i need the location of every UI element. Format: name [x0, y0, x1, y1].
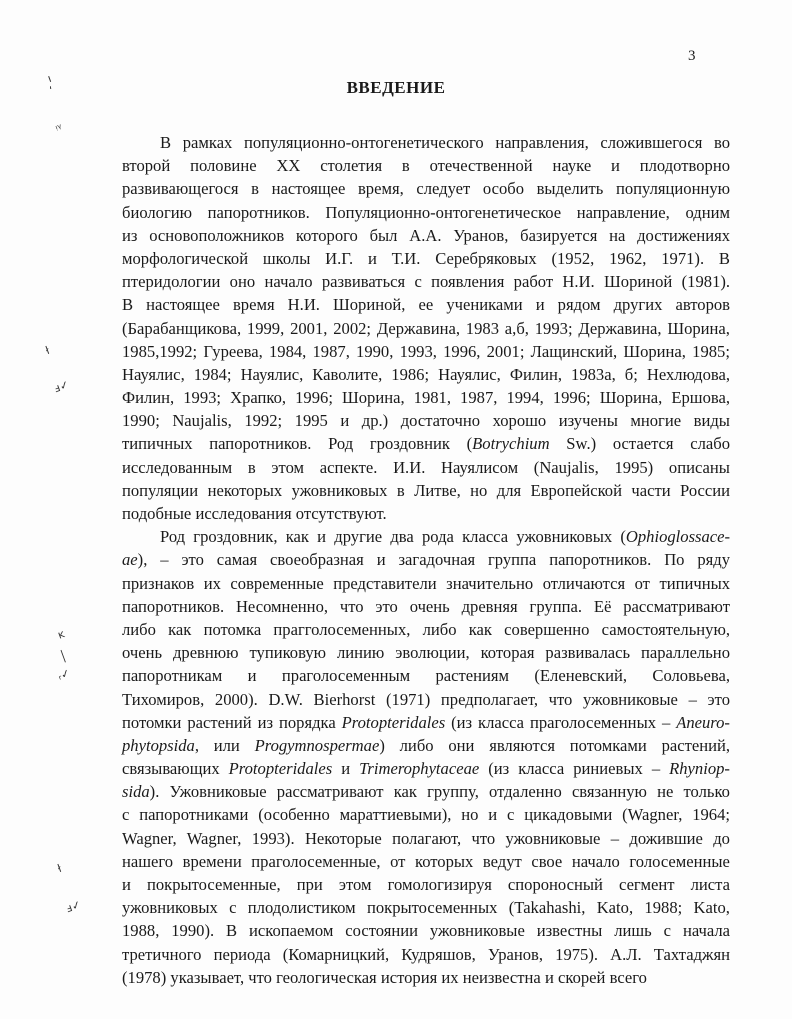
text-line: 1988, 1990). В ископаемом состоянии ужовниковые известны лишь с начала	[122, 921, 731, 941]
text-line: sida). Ужовниковые рассматривают как группу, отдаленно связанную не только	[122, 782, 730, 802]
text-line: 1990; Naujalis, 1992; 1995 и др.) достаточно хорошо изучены многие виды	[122, 411, 730, 431]
text-line: исследованным в этом аспекте. И.И. Науялисом (Naujalis, 1995) описаны	[122, 457, 730, 477]
text-line: phytopsida, или Progymnospermae) либо они являются потомками растений,	[122, 735, 731, 755]
text-line: второй половине XX столетия в отечественной науке и плодотворно	[122, 156, 730, 176]
text-line: либо как потомка прагголосеменных, либо как совершенно самостоятельную,	[122, 619, 730, 639]
text-line: Науялис, 1984; Науялис, Каволите, 1986; Науялис, Филин, 1983а, б; Нехлюдова,	[122, 364, 730, 384]
text-line: Филин, 1993; Храпко, 1996; Шорина, 1981, 1987, 1994, 1996; Шорина, Ершова,	[122, 388, 731, 408]
margin-pencil-mark: ʻ	[47, 83, 56, 98]
margin-pencil-mark: ł	[43, 343, 52, 358]
page-number: 3	[688, 48, 696, 64]
text-line: В настоящее время Н.И. Шориной, ее учениками и рядом других авторов	[122, 295, 730, 315]
margin-pencil-mark: ı	[45, 71, 54, 86]
paragraph-container	[122, 131, 730, 989]
text-line: потомки растений из порядка Protopteridales (из класса праголосеменных – Aneuro-	[122, 712, 730, 732]
text-line: Тихомиров, 2000). D.W. Bierhorst (1971) предполагает, что ужовниковые – это	[122, 689, 730, 709]
text-line: 1985,1992; Гуреева, 1984, 1987, 1990, 1993, 1996, 2001; Лащинский, Шорина, 1985;	[122, 341, 730, 361]
text-line: подобные исследования отсутствуют.	[122, 504, 387, 523]
text-line: папоротников. Несомненно, что это очень древняя группа. Её рассматривают	[122, 596, 730, 616]
text-line: нашего времени праголосеменные, от которых ведут свое начало голосеменные	[122, 851, 730, 871]
text-line: третичного периода (Комарницкий, Кудряшов, Уранов, 1975). А.Л. Тахтаджян	[122, 944, 731, 964]
margin-pencil-mark: ĸ	[55, 627, 67, 642]
text-line: связывающих Protopteridales и Trimerophytaceae (из класса риниевых – Rhyniop-	[122, 759, 730, 779]
margin-pencil-mark: ᵎᵞ	[53, 121, 65, 136]
text-line: ужовниковых с плодолистиком покрытосеменных (Takahashi, Kato, 1988; Kato,	[122, 898, 730, 918]
margin-pencil-mark: ł	[55, 861, 64, 876]
text-line: типичных папоротников. Род гроздовник (Botrychium Sw.) остается слабо	[122, 434, 731, 454]
text-line: биологию папоротников. Популяционно-онтогенетическое направление, одним	[122, 202, 730, 222]
text-line: (Барабанщикова, 1999, 2001, 2002; Державина, 1983 а,б, 1993; Державина, Шорина,	[122, 318, 730, 338]
body-text	[122, 131, 730, 989]
text-line: очень древнюю тупиковую линию эволюции, которая развивалась параллельно	[122, 643, 730, 663]
text-line: с папоротниками (особенно мараттиевыми), но и с цикадовыми (Wagner, 1964;	[122, 805, 731, 825]
section-title: ВВЕДЕНИЕ	[346, 78, 446, 97]
text-line: признаков их современные представители значительно отличаются от типичных	[122, 573, 731, 593]
text-line: из основоположников которого был А.А. Уранов, базируется на достижениях	[122, 225, 731, 245]
margin-pencil-mark: ᵣ✓	[56, 666, 72, 683]
text-line: и покрытосеменные, при этом гомологизируя спороносный сегмент листа	[122, 875, 730, 894]
text-line: развивающегося в настоящее время, следует особо выделить популяционную	[122, 179, 731, 199]
text-line: популяции некоторых ужовниковых в Литве, но для Европейской части России	[122, 480, 731, 500]
text-line: Род гроздовник, как и другие два рода класса ужовниковых (Ophioglossace-	[160, 527, 731, 547]
text-line: Wagner, Wagner, 1993). Некоторые полагают, что ужовниковые – дожившие до	[122, 828, 730, 848]
text-line: ae), – это самая своеобразная и загадочная группа папоротников. По ряду	[122, 550, 731, 570]
text-line: птеридологии оно начало развиваться с появления работ Н.И. Шориной (1981).	[122, 272, 731, 292]
margin-pencil-mark: │	[57, 649, 69, 664]
margin-pencil-mark: ⅎ✓	[64, 897, 83, 916]
text-line: морфологической школы И.Г. и Т.И. Серебряковых (1952, 1962, 1971). В	[122, 248, 730, 268]
text-line: В рамках популяционно-онтогенетического направления, сложившегося во	[160, 133, 731, 152]
margin-pencil-mark: ⅎ✓	[52, 377, 71, 396]
text-line: (1978) указывает, что геологическая история их неизвестна и скорей всего	[122, 967, 647, 987]
text-line: папоротникам и праголосеменным растениям (Еленевский, Соловьева,	[122, 666, 731, 686]
